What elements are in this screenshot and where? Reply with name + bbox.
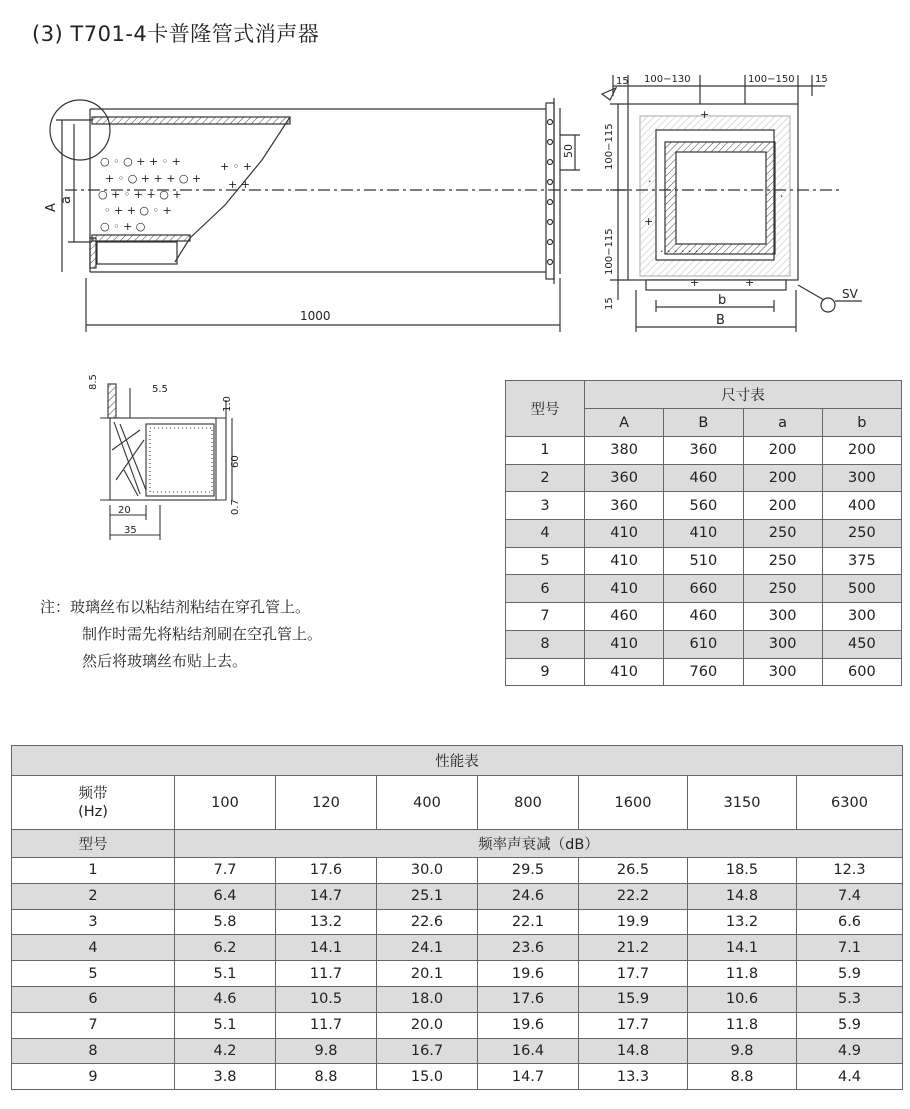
svg-text:○ ◦ ○ + + ◦ +: ○ ◦ ○ + + ◦ + xyxy=(100,155,181,168)
table-row xyxy=(12,1038,903,1064)
table-cell: 375 xyxy=(822,547,901,575)
table-cell: 7.4 xyxy=(797,883,903,909)
table-cell: 5.1 xyxy=(175,961,276,987)
svg-text:+: + xyxy=(690,276,700,289)
table-cell: 25.1 xyxy=(377,883,478,909)
table-cell: 300 xyxy=(743,603,822,631)
table-cell: 26.5 xyxy=(579,858,688,884)
table-row xyxy=(506,464,902,492)
page-title: (3) T701-4卡普隆管式消声器 xyxy=(32,22,320,46)
dim-model-header: 型号 xyxy=(506,381,585,437)
table-row xyxy=(506,437,902,465)
dim-b-label: b xyxy=(718,293,727,308)
table-row xyxy=(12,909,903,935)
dim-20: 20 xyxy=(118,505,131,516)
perf-band: 3150 xyxy=(688,776,797,830)
table-cell: 6.6 xyxy=(797,909,903,935)
table-cell: 6.4 xyxy=(175,883,276,909)
table-row xyxy=(12,961,903,987)
table-cell: 460 xyxy=(664,603,743,631)
table-cell: 23.6 xyxy=(478,935,579,961)
table-cell: 22.2 xyxy=(579,883,688,909)
table-cell: 600 xyxy=(822,658,901,686)
table-row xyxy=(506,658,902,686)
svg-text:+: + xyxy=(700,108,710,121)
table-row xyxy=(506,575,902,603)
perf-model-header: 型号 xyxy=(12,830,175,858)
table-cell: 14.7 xyxy=(478,1064,579,1090)
table-cell: 410 xyxy=(585,630,664,658)
perf-title: 性能表 xyxy=(12,746,903,776)
table-cell: 300 xyxy=(822,603,901,631)
table-cell: 2 xyxy=(506,464,585,492)
table-cell: 4.2 xyxy=(175,1038,276,1064)
table-cell: 3 xyxy=(12,909,175,935)
note-line-1: 注：玻璃丝布以粘结剂粘结在穿孔管上。 xyxy=(40,598,311,616)
table-cell: 1 xyxy=(12,858,175,884)
svg-text:◦ + + ○ ◦ +: ◦ + + ○ ◦ + xyxy=(104,204,172,217)
table-cell: 1 xyxy=(506,437,585,465)
table-cell: 300 xyxy=(822,464,901,492)
dim-col-header: A xyxy=(585,409,664,437)
table-cell: 200 xyxy=(743,492,822,520)
table-cell: 15.9 xyxy=(579,986,688,1012)
table-cell: 460 xyxy=(664,464,743,492)
table-cell: 19.9 xyxy=(579,909,688,935)
dim-col-header: a xyxy=(743,409,822,437)
perf-band-header: 频带 (Hz) xyxy=(12,776,175,830)
perf-band: 6300 xyxy=(797,776,903,830)
table-cell: 20.1 xyxy=(377,961,478,987)
table-row xyxy=(12,883,903,909)
side-view-fill-symbols xyxy=(98,155,252,233)
table-cell: 4.6 xyxy=(175,986,276,1012)
table-cell: 500 xyxy=(822,575,901,603)
table-cell: 200 xyxy=(822,437,901,465)
perf-band: 120 xyxy=(276,776,377,830)
table-cell: 5.8 xyxy=(175,909,276,935)
dim-15-bottom: 15 xyxy=(604,297,615,310)
table-cell: 11.8 xyxy=(688,1012,797,1038)
table-row xyxy=(12,1012,903,1038)
table-cell: 16.7 xyxy=(377,1038,478,1064)
dim-60: 60 xyxy=(230,455,241,468)
table-cell: 17.7 xyxy=(579,961,688,987)
svg-text:+ ◦ +: + ◦ + xyxy=(220,160,252,173)
dim-50-label: 50 xyxy=(562,144,575,158)
table-cell: 560 xyxy=(664,492,743,520)
table-cell: 8.8 xyxy=(688,1064,797,1090)
table-cell: 22.1 xyxy=(478,909,579,935)
dim-0-7: 0.7 xyxy=(230,499,241,515)
table-cell: 660 xyxy=(664,575,743,603)
table-cell: 14.8 xyxy=(579,1038,688,1064)
table-cell: 2 xyxy=(12,883,175,909)
performance-table xyxy=(11,745,903,1090)
table-cell: 5.1 xyxy=(175,1012,276,1038)
perf-table-body xyxy=(12,858,903,1090)
dim-length-label: 1000 xyxy=(300,309,331,323)
table-cell: 460 xyxy=(585,603,664,631)
table-cell: 5.3 xyxy=(797,986,903,1012)
table-cell: 17.6 xyxy=(478,986,579,1012)
table-cell: 360 xyxy=(585,464,664,492)
table-row xyxy=(506,547,902,575)
dim-col-header: B xyxy=(664,409,743,437)
table-cell: 9 xyxy=(506,658,585,686)
table-cell: 13.3 xyxy=(579,1064,688,1090)
dim-15-right: 15 xyxy=(815,74,828,85)
table-cell: 8 xyxy=(12,1038,175,1064)
svg-text:○ + ◦ + + ○ +: ○ + ◦ + + ○ + xyxy=(98,188,182,201)
table-cell: 4.9 xyxy=(797,1038,903,1064)
table-row xyxy=(12,935,903,961)
svg-text:·: · xyxy=(780,190,784,203)
svg-text:· · · · · ·: · · · · · · xyxy=(660,245,699,258)
table-row xyxy=(12,858,903,884)
table-cell: 15.0 xyxy=(377,1064,478,1090)
table-cell: 510 xyxy=(664,547,743,575)
table-row xyxy=(506,630,902,658)
table-cell: 11.8 xyxy=(688,961,797,987)
table-cell: 20.0 xyxy=(377,1012,478,1038)
table-cell: 5 xyxy=(506,547,585,575)
table-cell: 11.7 xyxy=(276,1012,377,1038)
table-cell: 250 xyxy=(743,520,822,548)
table-cell: 4 xyxy=(12,935,175,961)
table-cell: 400 xyxy=(822,492,901,520)
table-cell: 19.6 xyxy=(478,961,579,987)
table-cell: 410 xyxy=(664,520,743,548)
table-cell: 24.1 xyxy=(377,935,478,961)
perf-attenuation-header: 频率声衰减（dB） xyxy=(175,830,903,858)
table-cell: 200 xyxy=(743,464,822,492)
dim-100-130: 100−130 xyxy=(644,74,691,85)
table-cell: 18.0 xyxy=(377,986,478,1012)
dim-B-label: B xyxy=(716,313,725,328)
table-cell: 5.9 xyxy=(797,1012,903,1038)
table-cell: 16.4 xyxy=(478,1038,579,1064)
table-cell: 14.7 xyxy=(276,883,377,909)
table-cell: 380 xyxy=(585,437,664,465)
table-cell: 5.9 xyxy=(797,961,903,987)
table-cell: 18.5 xyxy=(688,858,797,884)
svg-text:·: · xyxy=(648,175,652,188)
table-cell: 410 xyxy=(585,575,664,603)
table-cell: 7 xyxy=(506,603,585,631)
table-cell: 12.3 xyxy=(797,858,903,884)
table-cell: 13.2 xyxy=(688,909,797,935)
table-cell: 7.1 xyxy=(797,935,903,961)
table-cell: 5 xyxy=(12,961,175,987)
note-line-2: 制作时需先将粘结剂刷在空孔管上。 xyxy=(82,625,323,643)
dim-15-left: 15 xyxy=(616,76,629,87)
table-cell: 3.8 xyxy=(175,1064,276,1090)
table-cell: 6 xyxy=(506,575,585,603)
table-cell: 250 xyxy=(743,575,822,603)
table-cell: 9 xyxy=(12,1064,175,1090)
table-cell: 6 xyxy=(12,986,175,1012)
table-cell: 19.6 xyxy=(478,1012,579,1038)
table-cell: 21.2 xyxy=(579,935,688,961)
table-cell: 7 xyxy=(12,1012,175,1038)
dim-A-label: A xyxy=(44,203,59,212)
table-cell: 3 xyxy=(506,492,585,520)
table-cell: 760 xyxy=(664,658,743,686)
table-cell: 410 xyxy=(585,658,664,686)
table-cell: 250 xyxy=(743,547,822,575)
dimension-table xyxy=(505,380,902,686)
table-cell: 17.6 xyxy=(276,858,377,884)
table-cell: 4 xyxy=(506,520,585,548)
table-cell: 9.8 xyxy=(276,1038,377,1064)
note-line-3: 然后将玻璃丝布贴上去。 xyxy=(82,652,248,670)
dim-100-115-bottom: 100−115 xyxy=(604,228,615,275)
svg-text:+: + xyxy=(745,276,755,289)
dim-8-5: 8.5 xyxy=(88,374,99,390)
sv-label: SV xyxy=(842,287,858,301)
dim-1-0: 1.0 xyxy=(222,396,233,412)
svg-text:+ ◦ ○ + + + ○ +: + ◦ ○ + + + ○ + xyxy=(105,172,202,185)
table-cell: 29.5 xyxy=(478,858,579,884)
dim-a-label: a xyxy=(59,196,74,204)
perf-band: 100 xyxy=(175,776,276,830)
table-cell: 30.0 xyxy=(377,858,478,884)
table-cell: 14.1 xyxy=(276,935,377,961)
table-cell: 9.8 xyxy=(688,1038,797,1064)
table-cell: 410 xyxy=(585,520,664,548)
table-cell: 450 xyxy=(822,630,901,658)
dim-table-body xyxy=(506,437,902,686)
table-cell: 17.7 xyxy=(579,1012,688,1038)
dim-100-150: 100−150 xyxy=(748,74,795,85)
perf-band: 400 xyxy=(377,776,478,830)
table-cell: 300 xyxy=(743,630,822,658)
table-cell: 360 xyxy=(664,437,743,465)
table-cell: 300 xyxy=(743,658,822,686)
table-cell: 200 xyxy=(743,437,822,465)
table-cell: 4.4 xyxy=(797,1064,903,1090)
perf-band: 1600 xyxy=(579,776,688,830)
dim-35: 35 xyxy=(124,525,137,536)
table-row xyxy=(12,986,903,1012)
table-row xyxy=(506,603,902,631)
table-cell: 610 xyxy=(664,630,743,658)
table-cell: 10.6 xyxy=(688,986,797,1012)
table-cell: 14.1 xyxy=(688,935,797,961)
table-cell: 14.8 xyxy=(688,883,797,909)
table-cell: 24.6 xyxy=(478,883,579,909)
svg-text:+ +: + + xyxy=(228,178,250,191)
table-row xyxy=(506,492,902,520)
table-row xyxy=(12,1064,903,1090)
table-cell: 410 xyxy=(585,547,664,575)
svg-text:+: + xyxy=(644,215,654,228)
svg-text:○ ◦ + ○: ○ ◦ + ○ xyxy=(100,220,146,233)
dim-5-5: 5.5 xyxy=(152,384,168,395)
table-cell: 8 xyxy=(506,630,585,658)
table-cell: 11.7 xyxy=(276,961,377,987)
dim-group-header: 尺寸表 xyxy=(585,381,902,409)
dim-col-header: b xyxy=(822,409,901,437)
perf-band: 800 xyxy=(478,776,579,830)
detail-view xyxy=(100,384,232,540)
table-cell: 13.2 xyxy=(276,909,377,935)
table-cell: 8.8 xyxy=(276,1064,377,1090)
table-cell: 10.5 xyxy=(276,986,377,1012)
table-cell: 360 xyxy=(585,492,664,520)
dim-100-115-top: 100−115 xyxy=(604,123,615,170)
table-row xyxy=(506,520,902,548)
table-cell: 7.7 xyxy=(175,858,276,884)
table-cell: 22.6 xyxy=(377,909,478,935)
table-cell: 6.2 xyxy=(175,935,276,961)
notes xyxy=(40,594,322,675)
table-cell: 250 xyxy=(822,520,901,548)
